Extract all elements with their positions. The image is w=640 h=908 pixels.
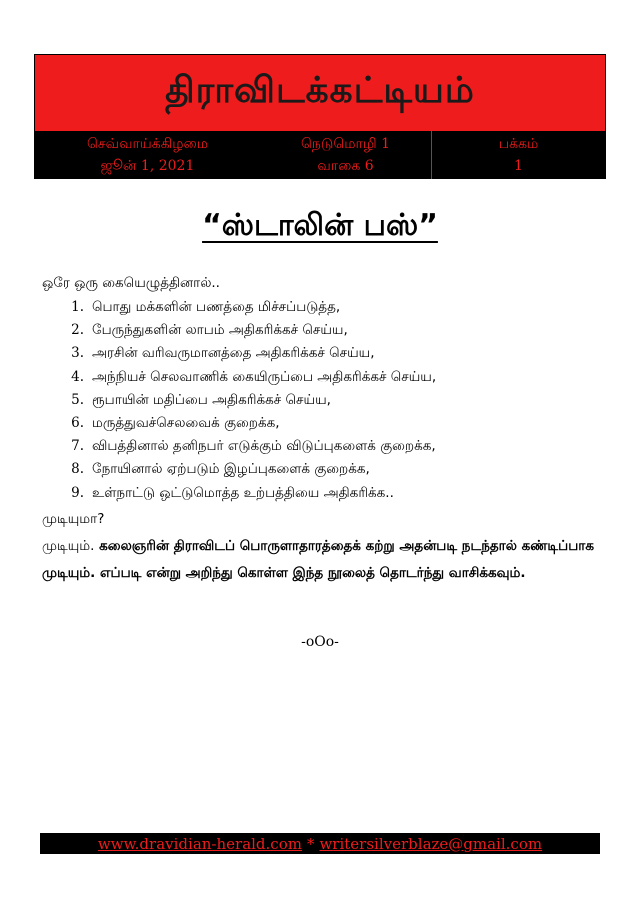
list-item-number: 7. — [71, 438, 84, 455]
masthead-issue-cell — [260, 131, 431, 179]
list-item-text: உள்நாட்டு ஒட்டுமொத்த உற்பத்தியை அதிகரிக்க.. — [92, 484, 394, 501]
list-item-text: நோயினால் ஏற்படும் இழப்புகளைக் குறைக்க, — [92, 461, 370, 478]
masthead-day: செவ்வாய்க்கிழமை — [87, 136, 208, 152]
list-item-text: ரூபாயின் மதிப்பை அதிகரிக்கச் செய்ய, — [92, 391, 331, 408]
list-item-number: 1. — [71, 299, 84, 315]
answer-body: கலைஞரின் திராவிடப் பொருளாதாரத்தைக் கற்று அதன்படி நடந்தால் கண்டிப்பாக முடியும். எப்படி என்று அறிந்து கொள்ள இந்த நூலைத் தொடர்ந்து வாசிக்கவும். — [42, 537, 594, 581]
list-item — [42, 435, 602, 458]
list-item — [42, 458, 602, 481]
masthead-date-cell — [35, 131, 260, 179]
list-item — [42, 342, 602, 365]
article-headline-wrap — [0, 208, 640, 247]
email-link[interactable]: writersilverblaze@gmail.com — [319, 834, 543, 853]
end-mark: -oOo- — [301, 634, 339, 650]
masthead-date: ஜூன் 1, 2021 — [100, 158, 195, 174]
answer-lead: முடியும். — [42, 537, 95, 554]
list-item — [42, 389, 602, 412]
website-link[interactable]: www.dravidian-herald.com — [97, 834, 302, 853]
footer-separator: * — [306, 834, 315, 853]
article-question: முடியுமா? — [42, 510, 105, 527]
masthead-page-label: பக்கம் — [498, 136, 539, 152]
list-item-number: 5. — [71, 391, 84, 408]
masthead — [34, 54, 606, 179]
list-item-number: 3. — [71, 345, 84, 362]
footer-bar — [40, 833, 600, 854]
list-item-number: 6. — [71, 414, 84, 431]
list-item-text: அந்நியச் செலவாணிக் கையிருப்பை அதிகரிக்கச் செய்ய, — [92, 368, 437, 385]
list-item-number: 9. — [71, 484, 84, 501]
newspaper-title: திராவிடக்கட்டியம் — [35, 55, 605, 131]
list-item-text: அரசின் வரிவருமானத்தை அதிகரிக்கச் செய்ய, — [92, 345, 375, 362]
list-item-text: விபத்தினால் தனிநபர் எடுக்கும் விடுப்புகளைக் குறைக்க, — [92, 438, 436, 455]
benefit-list — [42, 296, 602, 505]
masthead-page-number: 1 — [514, 158, 523, 174]
article-body — [42, 273, 602, 587]
masthead-info-bar — [35, 131, 605, 179]
article-intro: ஒரே ஒரு கையெழுத்தினால்.. — [42, 275, 220, 291]
masthead-page-cell — [431, 131, 605, 179]
list-item-number: 8. — [71, 461, 84, 478]
list-item-text: பொது மக்களின் பணத்தை மிச்சப்படுத்த, — [92, 299, 341, 315]
list-item — [42, 366, 602, 389]
list-item — [42, 482, 602, 505]
list-item-number: 4. — [71, 368, 84, 385]
masthead-issue: வாகை 6 — [317, 158, 374, 174]
list-item-text: பேருந்துகளின் லாபம் அதிகரிக்கச் செய்ய, — [92, 322, 348, 339]
list-item-text: மருத்துவச்செலவைக் குறைக்க, — [92, 414, 280, 431]
list-item — [42, 296, 602, 319]
article-headline: “ஸ்டாலின் பஸ்” — [202, 208, 438, 243]
article-answer — [42, 533, 602, 587]
list-item — [42, 412, 602, 435]
list-item — [42, 319, 602, 342]
masthead-volume: நெடுமொழி 1 — [301, 136, 390, 152]
list-item-number: 2. — [71, 322, 84, 339]
